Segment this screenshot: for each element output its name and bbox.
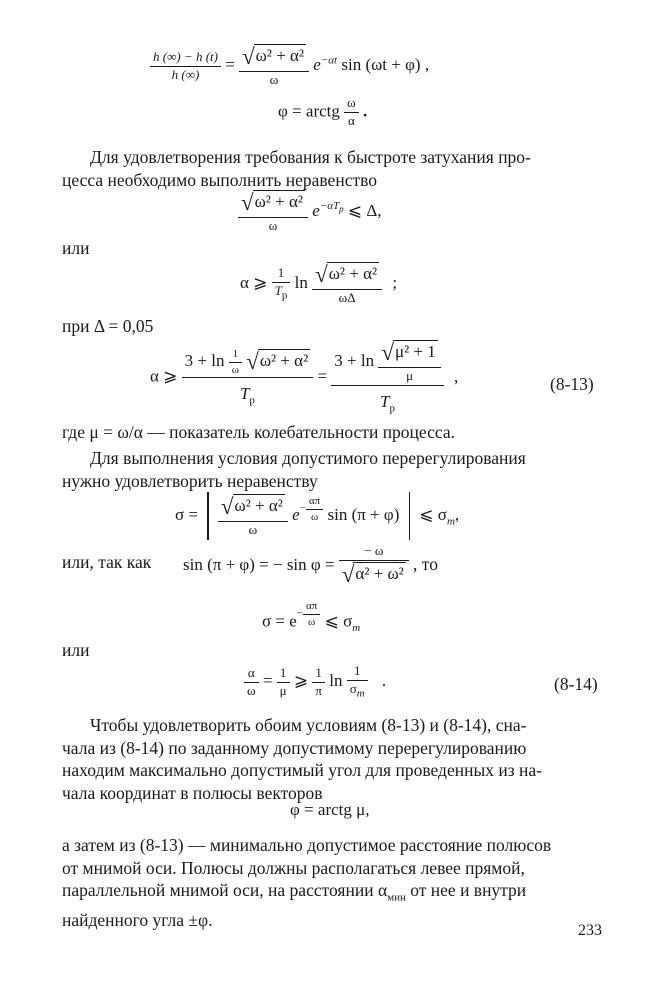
formula-sigma: σ = $\frac{\text{√ω² + α²}}{\omega}$ $e^{- \frac{\alpha\pi}{\omega}}$ sin (π + φ) ⩽ $\sigma_m$, [175, 492, 459, 540]
fraction-root: $\frac{\text{√ω² + α²}}{\omega}$ [239, 44, 309, 88]
text-or-2: или [62, 640, 90, 660]
page-number: 233 [578, 922, 602, 939]
formula-8-14: $\frac{\alpha}{\omega}$ = $\frac{1}{\mu}$ ⩾ $\frac{1}{\pi}$ ln $\frac{1}{\sigma_m}$ . [244, 664, 386, 700]
h-numerator: h (∞) − h (t) [150, 50, 221, 67]
formula-phi-arctg-mu: φ = arctg μ, [290, 800, 370, 819]
sqrt: √ω² + α² [242, 44, 305, 69]
sin-term: sin (ωt + φ) , [341, 55, 430, 75]
text-oscillation-index: где μ = ω/α — показатель колебательности процесса. [62, 422, 456, 442]
paragraph-damping: Для удовлетворения требования к быстроте затухания про- цесса необходимо выполнить неравенство [62, 147, 531, 190]
formula-sin-identity: sin (π + φ) = − sin φ = $\frac{- \omega}{\text{√α² + ω²}}$ , то [183, 543, 438, 587]
equation-number-8-13: (8-13) [550, 374, 594, 394]
paragraph-overshoot: Для выполнения условия допустимого перерегулирования нужно удовлетворить неравенству [62, 448, 526, 491]
formula-phi: φ = arctg $\frac{\omega}{\alpha}$ . [278, 95, 368, 128]
paragraph-pole-location: а затем из (8-13) — минимально допустимое расстояние полюсов от мнимой оси. Полюсы должны располагаться левее прямой, параллельной мнимой оси, на расстоянии $\alpha_{мин}$ от нее и внутри найденного угла ±φ. [62, 835, 552, 930]
text-or-1: или [62, 238, 90, 258]
abs-bar-right [409, 492, 410, 540]
fraction-h [150, 50, 221, 83]
formula-damping-inequality: $\frac{\text{√ω² + α²}}{\omega}$ $e^{-\alpha T_р}$ ⩽ Δ, [238, 190, 382, 234]
formula-8-13: α ⩾ 3 + ln $\frac{1}{\omega}$ √ω² + α² $T_р$ = 3 + ln $\frac{\text{√μ² + 1}}{\mu}$ $T_р$ , [150, 340, 459, 415]
formula-alpha-bound: α ⩾ $\frac{1}{T_р}$ ln $\frac{\text{√ω² + α²}}{\omega\Delta}$ ; [240, 262, 398, 306]
formula-sigma-exp: $\sigma = e^{- \frac{\alpha\pi}{\omega}}$ ⩽ $\sigma_m$ [262, 600, 361, 635]
abs-bar-left [207, 492, 208, 540]
equation-number-8-14: (8-14) [554, 674, 598, 694]
equals: = [225, 55, 235, 75]
paragraph-both-conditions: Чтобы удовлетворить обоим условиям (8-13) и (8-14), сна- чала из (8-14) по заданному допустимому перерегулированию находим максимально допустимый угол для проведенных из на- чала координат в полюсы векторов [62, 715, 542, 803]
h-denominator: h (∞) [171, 66, 200, 82]
formula-transient: $\frac{h (\infty) - h (t)}{h (\infty)}$ = $\frac{\text{√ω² + α²}}{\omega}$ $e^{-\alpha t}$ sin (ωt + φ) , [150, 44, 429, 88]
text-or-since: или, так как [62, 552, 152, 572]
text-at-delta: при Δ = 0,05 [62, 316, 154, 336]
